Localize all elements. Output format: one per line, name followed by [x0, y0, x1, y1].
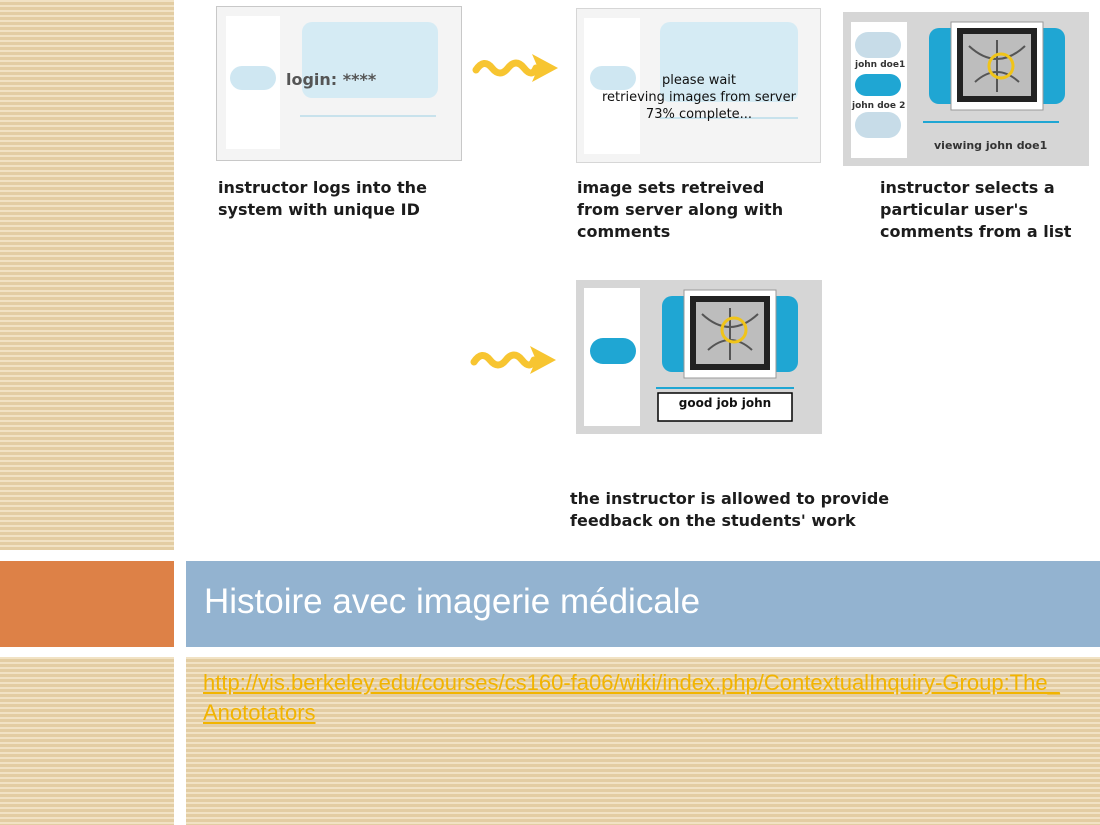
squiggle-arrow-icon: [472, 50, 562, 86]
loading-line-1: please wait: [661, 73, 737, 88]
step4-caption: the instructor is allowed to provide feedback on the students' work: [570, 489, 890, 530]
loading-message: [578, 72, 820, 123]
accent-block: [0, 561, 174, 647]
left-striped-footer: [0, 657, 174, 825]
user-list-item-1[interactable]: john doe1: [855, 60, 906, 70]
step2-caption: image sets retreived from server along with comments: [577, 178, 784, 241]
step3-caption: instructor selects a particular user's comments from a list: [880, 178, 1072, 241]
user-list-item-2[interactable]: john doe 2: [852, 101, 906, 111]
feedback-text[interactable]: good job john: [678, 396, 772, 410]
squiggle-arrow-icon: [470, 342, 560, 378]
loading-line-3: 73% complete...: [645, 107, 753, 122]
slide-title: Histoire avec imagerie médicale: [204, 582, 701, 621]
left-striped-panel: [0, 0, 174, 550]
step1-caption: instructor logs into the system with unique ID: [218, 178, 427, 219]
loading-line-2: retrieving images from server: [602, 90, 796, 105]
feedback-screen-panel: [576, 280, 822, 434]
source-link[interactable]: http://vis.berkeley.edu/courses/cs160-fa06/wiki/index.php/ContextualInquiry-Group:The_Anototators: [203, 670, 1060, 725]
login-prompt: login: ****: [286, 70, 377, 89]
viewing-status: viewing john doe1: [934, 139, 1048, 152]
